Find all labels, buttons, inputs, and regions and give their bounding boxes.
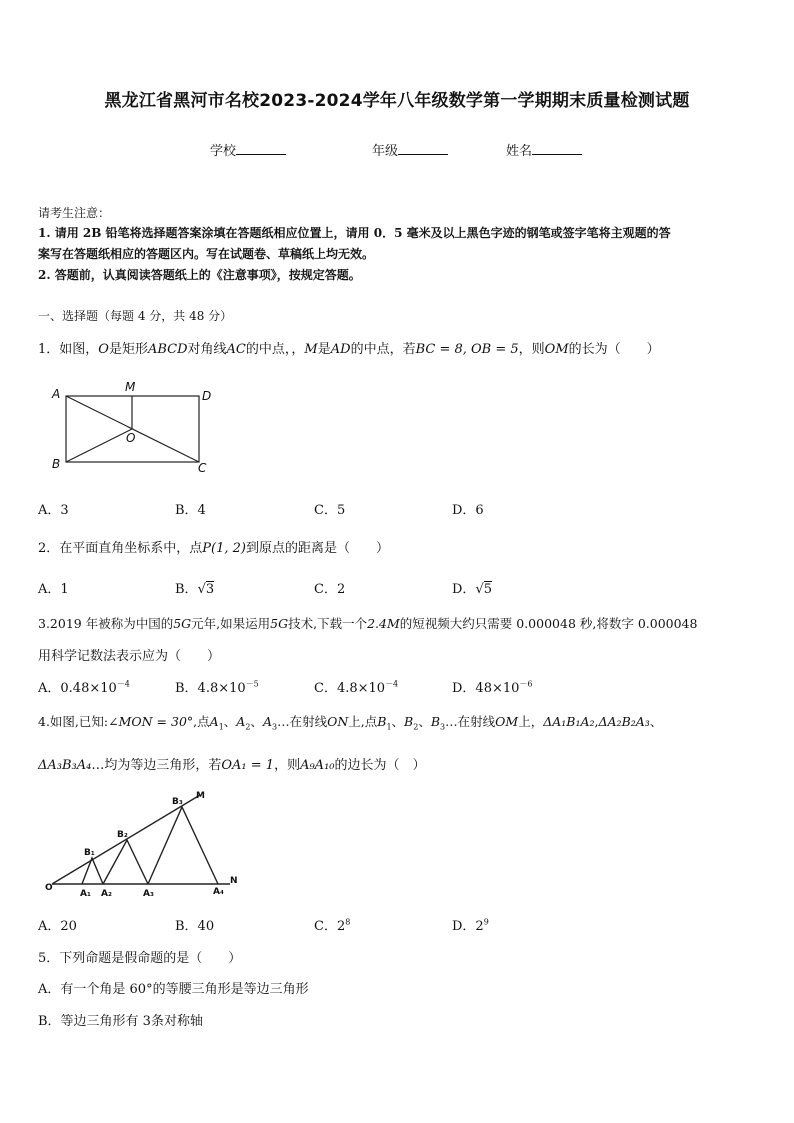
q2-option-c[interactable]: C．2 bbox=[314, 582, 346, 597]
q3-option-d[interactable]: D．$48\times 10^{-6}$ bbox=[452, 679, 533, 696]
label-m: M bbox=[196, 791, 205, 801]
q3-option-c[interactable]: C．$4.8\times 10^{-4}$ bbox=[314, 679, 399, 696]
name-field[interactable] bbox=[506, 140, 582, 159]
label-b1: B₁ bbox=[84, 848, 95, 858]
name-label: 姓名 bbox=[506, 144, 533, 159]
q1-option-c[interactable]: C．5 bbox=[314, 503, 346, 518]
grade-field[interactable] bbox=[372, 140, 448, 159]
note-1-line-1: 1. 请用 2B 铅笔将选择题答案涂填在答题纸相应位置上，请用 0．5 毫米及以上黑色字迹的钢笔或签字笔将主观题的答 bbox=[38, 226, 671, 240]
q1-option-a[interactable]: A．3 bbox=[38, 503, 69, 518]
q2-option-d[interactable]: D．√5 bbox=[452, 582, 493, 597]
question-2-stem: 2．在平面直角坐标系中，点P(1, 2)到原点的距离是（ ） bbox=[38, 541, 389, 556]
question-1-stem: 1．如图，O是矩形ABCD对角线AC的中点，，M是AD的中点，若BC = 8, OB = 5，则OM的长为（ ） bbox=[38, 342, 660, 357]
question-4-line-2: ΔA₃B₃A₄…均为等边三角形，若OA₁ = 1，则A₉A₁₀的边长为（ ） bbox=[38, 758, 426, 773]
triangle-a2b2a3 bbox=[103, 840, 148, 884]
question-4-line-1: 4.如图,已知:∠MON = 30°,点$A_1$、$A_2$、$A_3\dots$在射线ON上,点$B_1$、$B_2$、$B_3\dots$在射线OM上，ΔA₁B₁A₂,ΔA₂B₂A₃、 bbox=[38, 714, 663, 732]
school-label: 学校 bbox=[210, 144, 237, 159]
q1-option-b[interactable]: B．4 bbox=[175, 503, 206, 518]
section-heading: 一、选择题（每题 4 分，共 48 分） bbox=[38, 309, 233, 323]
label-a4: A₄ bbox=[213, 887, 224, 897]
q2-option-a[interactable]: A．1 bbox=[38, 582, 69, 597]
grade-label: 年级 bbox=[372, 144, 399, 159]
note-1-line-2: 案写在答题纸相应的答题区内。写在试题卷、草稿纸上均无效。 bbox=[38, 247, 375, 261]
label-a3: A₃ bbox=[143, 889, 154, 899]
q5-option-a[interactable]: A．有一个角是 60°的等腰三角形是等边三角形 bbox=[38, 982, 309, 997]
page-title: 黑龙江省黑河市名校2023-2024学年八年级数学第一学期期末质量检测试题 bbox=[104, 91, 690, 111]
triangle-a3b3a4 bbox=[148, 807, 218, 884]
q4-option-b[interactable]: B．40 bbox=[175, 919, 215, 934]
label-b: B bbox=[52, 457, 61, 471]
q4-option-d[interactable]: D．$2^9$ bbox=[452, 917, 489, 934]
school-field[interactable] bbox=[210, 140, 286, 159]
grade-blank[interactable] bbox=[398, 142, 448, 155]
rectangle-figure bbox=[44, 378, 224, 478]
label-n: N bbox=[230, 876, 238, 886]
note-2: 2. 答题前，认真阅读答题纸上的《注意事项》，按规定答题。 bbox=[38, 268, 361, 282]
sqrt-icon: √ bbox=[197, 582, 206, 597]
q4-option-a[interactable]: A．20 bbox=[38, 919, 77, 934]
label-o: O bbox=[45, 883, 53, 893]
question-5-stem: 5．下列命题是假命题的是（ ） bbox=[38, 951, 242, 966]
label-b2: B₂ bbox=[117, 830, 128, 840]
notes-heading: 请考生注意： bbox=[38, 206, 111, 220]
q2-option-b[interactable]: B．√3 bbox=[175, 582, 215, 597]
q5-option-b[interactable]: B．等边三角形有 3条对称轴 bbox=[38, 1014, 203, 1029]
triangle-a1b1a2 bbox=[82, 858, 103, 884]
label-a: A bbox=[52, 387, 61, 401]
label-a1: A₁ bbox=[80, 889, 91, 899]
label-m: M bbox=[125, 380, 136, 394]
name-blank[interactable] bbox=[532, 142, 582, 155]
q1-option-d[interactable]: D．6 bbox=[452, 503, 484, 518]
q3-option-b[interactable]: B．$4.8\times 10^{-5}$ bbox=[175, 679, 259, 696]
q3-option-a[interactable]: A．$0.48\times 10^{-4}$ bbox=[38, 679, 130, 696]
label-o: O bbox=[126, 431, 136, 445]
segment-bo bbox=[66, 429, 132, 462]
triangles-figure bbox=[40, 790, 250, 905]
label-b3: B₃ bbox=[172, 797, 183, 807]
sqrt-icon: √ bbox=[475, 582, 484, 597]
label-d: D bbox=[202, 389, 212, 403]
question-3-line-1: 3.2019 年被称为中国的5G元年,如果运用5G技术,下载一个2.4M的短视频大约只需要 0.000048 秒,将数字 0.000048 bbox=[38, 616, 698, 631]
label-c: C bbox=[198, 461, 207, 475]
q4-option-c[interactable]: C．$2^8$ bbox=[314, 917, 351, 934]
question-3-line-2: 用科学记数法表示应为（ ） bbox=[38, 649, 221, 664]
school-blank[interactable] bbox=[236, 142, 286, 155]
label-a2: A₂ bbox=[101, 889, 112, 899]
